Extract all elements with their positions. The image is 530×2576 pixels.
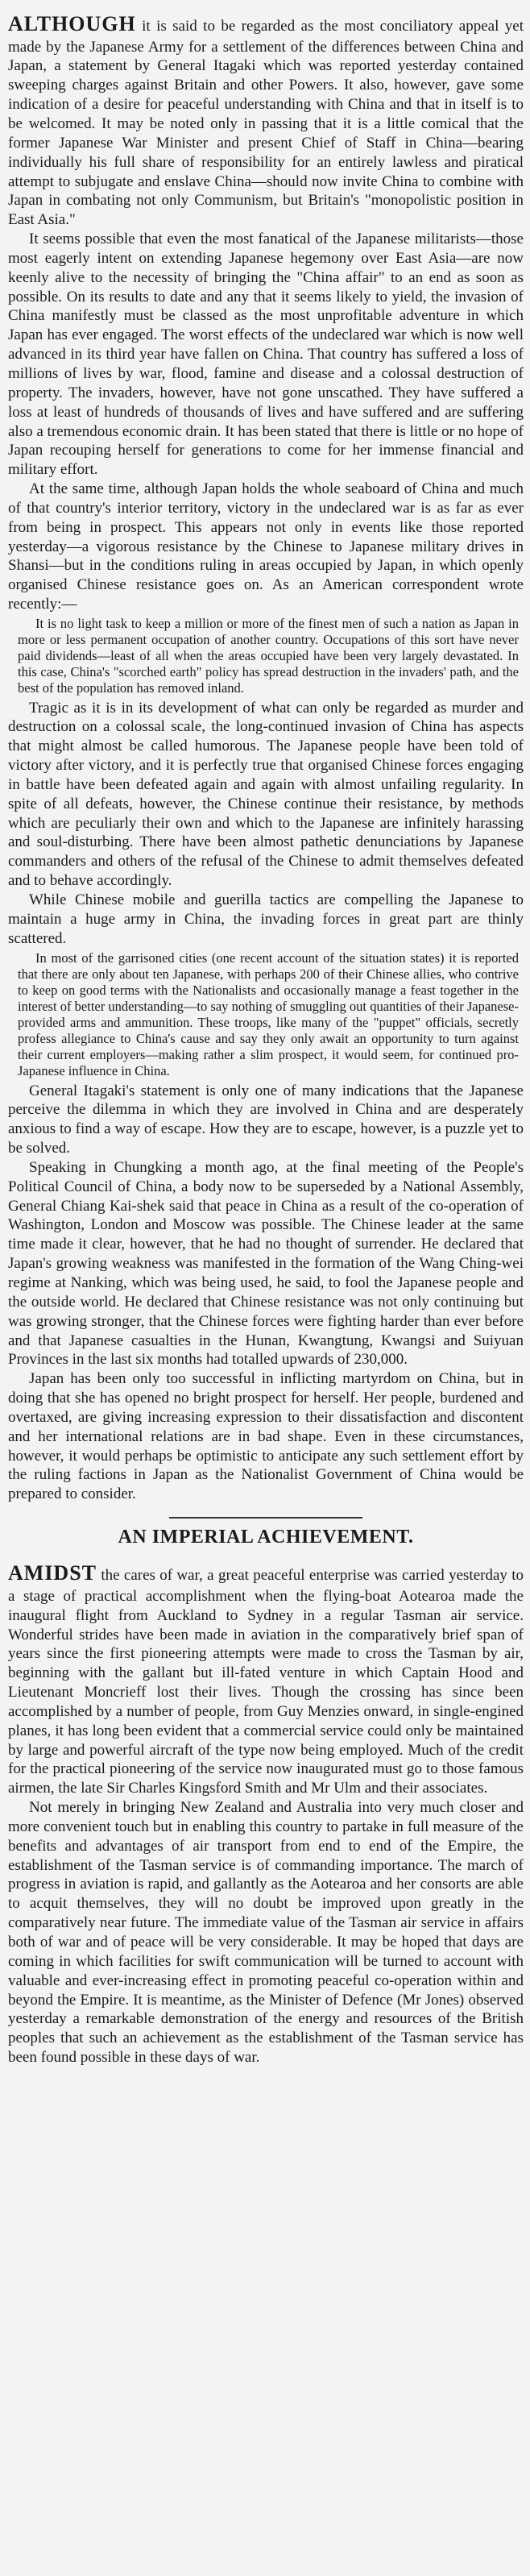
paragraph	[8, 1560, 524, 1798]
paragraph: Tragic as it is in its development of what can only be regarded as murder and destruction on a colossal scale, the long-continued invasion of China has aspects that might almost be called humorous. The Japanese people have been told of victory after victory, and it is perfectly true that organised Chinese forces engaging in battle have been defeated again and again with almost unfailing regularity. In spite of all defeats, however, the Chinese continue their resistance, by methods which are peculiarly their own and which to the Japanese are infinitely harassing and soul-disturbing. There have been almost pathetic denunciations by Japanese commanders and others of the refusal of the Chinese to admit themselves defeated and to behave accordingly.	[8, 699, 524, 890]
editorial-imperial-achievement	[8, 1525, 524, 2067]
quoted-passage: It is no light task to keep a million or more of the finest men of such a nation as Japan in more or less permanent occupation of another country. Occupations of this sort have never paid dividends—least of all when the areas occupied have been very largely devastated. In this case, China's "scorched earth" policy has spread destruction in the invaders' path, and the best of the population has removed inland.	[18, 615, 519, 696]
paragraph: General Itagaki's statement is only one of many indications that the Japanese perceive the dilemma in which they are involved in China and are desperately anxious to find a way of escape. How they are to escape, however, is a puzzle yet to be solved.	[8, 1082, 524, 1157]
paragraph-text: it is said to be regarded as the most conciliatory appeal yet made by the Japanese Army for a settlement of the differences between China and Japan, a statement by General Itagaki which was reported yesterday contained sweeping charges against Britain and other Powers. It also, however, gave some indication of a desire for peaceful understanding with China and that in itself is to be welcomed. It may be noted only in passing that it is a little comical that the former Japanese War Minister and present Chief of Staff in China—bearing individually his full share of responsibility for an entirely lawless and piratical attempt to subjugate and enslave China—should now invite China to combine with Japan in combating not only Communism, but Britain's "monopolistic position in East Asia."	[8, 18, 524, 229]
paragraph: Japan has been only too successful in inflicting martyrdom on China, but in doing that she has opened no bright prospect for herself. Her people, burdened and overtaxed, are giving increasing expression to their dissatisfaction and discontent and her international relations are in bad shape. Even in these circumstances, however, it would perhaps be optimistic to anticipate any such settlement effort by the ruling factions in Japan as the Nationalist Government of China would be prepared to consider.	[8, 1370, 524, 1503]
section-divider	[169, 1517, 362, 1519]
paragraph-text: the cares of war, a great peaceful enterprise was carried yesterday to a stage of practical accomplishment when the flying-boat Aotearoa made the inaugural flight from Auckland to Sydney in a regular Tasman air service. Wonderful strides have been made in aviation in the comparatively brief span of years since the first pioneering attempts were made to cross the Tasman by air, beginning with the gallant but ill-fated venture in which Captain Hood and Lieutenant Moncrieff lost their lives. Though the crossing has since been accomplished by a number of people, from Guy Menzies onward, in single-engined planes, it has long been evident that a commercial service could only be maintained by large and powerful aircraft of the type now being employed. Much of the credit for the practical pioneering of the service now inaugurated must go to those famous airmen, the late Sir Charles Kingsford Smith and Mr Ulm and their associates.	[8, 1567, 524, 1797]
quoted-passage: In most of the garrisoned cities (one recent account of the situation states) it is reported that there are only about ten Japanese, with perhaps 200 of their Chinese allies, who contrive to keep on good terms with the Nationalists and occasionally manage a feast together in the interest of better understanding—to say nothing of smuggling out quantities of their Japanese-provided arms and ammunition. These troops, like many of the "puppet" officials, secretly profess allegiance to China's cause and say they only await an opportunity to turn against their current employers—making rather a slim prospect, it would seem, for continued pro-Japanese influence in China.	[18, 949, 519, 1079]
paragraph: While Chinese mobile and guerilla tactics are compelling the Japanese to maintain a huge army in China, the invading forces in great part are thinly scattered.	[8, 891, 524, 947]
editorial-china-japan	[8, 11, 524, 1504]
paragraph: It seems possible that even the most fanatical of the Japanese militarists—those most eagerly intent on extending Japanese hegemony over East Asia—are now keenly alive to the necessity of bringing the "China affair" to an end as soon as possible. On its results to date and any that it seems likely to yield, the invasion of China manifestly must be classed as the most unprofitable adventure in which Japan has ever engaged. The worst effects of the undeclared war which is now well advanced in its third year have fallen on China. That country has suffered a loss of millions of lives by war, flood, famine and disease and a colossal destruction of property. The invaders, however, have not gone unscathed. They have suffered a loss at least of hundreds of thousands of lives and have suffered and are suffering also a tremendous economic drain. It has been stated that there is little or no hope of Japan recouping herself for generations to come for her immense financial and military effort.	[8, 231, 524, 479]
paragraph: Not merely in bringing New Zealand and Australia into very much closer and more convenient touch but in enabling this country to partake in full measure of the benefits and advantages of air transport from end to end of the Empire, the establishment of the Tasman service is of commanding importance. The march of progress in aviation is rapid, and gallantly as the Aotearoa and her consorts are able to acquit themselves, they will no doubt be improved upon greatly in the comparatively near future. The immediate value of the Tasman air service in affairs both of war and of peace will be very considerable. It may be hoped that days are coming in which facilities for swift communication will be turned to account with valuable and ever-increasing effect in promoting peaceful co-operation within and beyond the Empire. It is meantime, as the Minister of Defence (Mr Jones) observed yesterday a remarkable demonstration of the energy and resources of the British peoples that such an achievement as the establishment of the Tasman service has been found possible in these days of war.	[8, 1799, 524, 2067]
drop-cap-word: AMIDST	[8, 1561, 97, 1585]
paragraph: At the same time, although Japan holds the whole seaboard of China and much of that country's interior territory, victory in the undeclared war is as far as ever from being in prospect. This appears not only in events like those reported yesterday—a vigorous resistance by the Chinese to Japanese military drives in Shansi—but in the conditions ruling in areas occupied by Japan, in which openly organised Chinese resistance goes on. As an American correspondent wrote recently:—	[8, 480, 524, 613]
paragraph: Speaking in Chungking a month ago, at the final meeting of the People's Political Council of China, a body now to be superseded by a National Assembly, General Chiang Kai-shek said that peace in China as a result of the co-operation of Washington, London and Moscow was possible. The Chinese leader at the same time made it clear, however, that he had no thought of surrender. He declared that Japan's growing weakness was manifested in the formation of the Wang Ching-wei regime at Nanking, which was being used, he said, to fool the Japanese people and the outside world. He declared that Chinese resistance was not only continuing but was growing stronger, that the Chinese forces were fighting harder than ever before and that Japanese casualties in the Hunan, Kwangtung, Kwangsi and Suiyuan Provinces in the last six months had totalled upwards of 230,000.	[8, 1158, 524, 1369]
paragraph	[8, 11, 524, 230]
drop-cap-word: ALTHOUGH	[8, 12, 136, 35]
article-heading: AN IMPERIAL ACHIEVEMENT.	[118, 1527, 414, 1548]
